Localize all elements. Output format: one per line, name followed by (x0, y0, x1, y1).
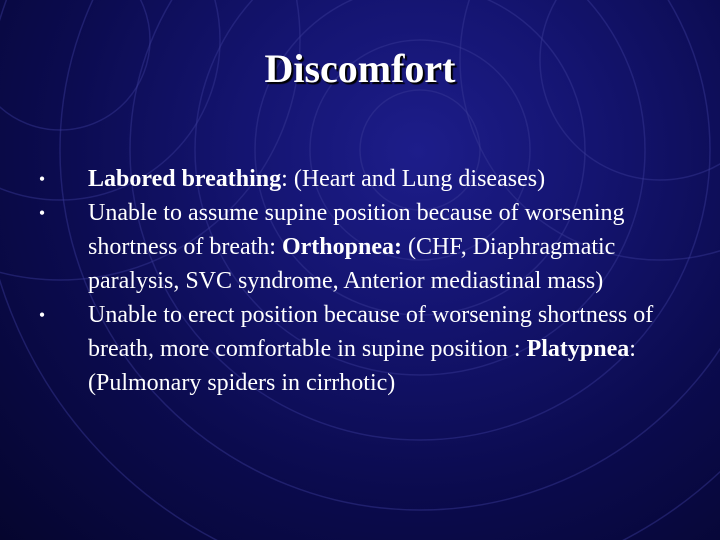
bullet-list (32, 162, 702, 400)
bullet-item-orthopnea (32, 196, 702, 298)
bullet-text: : (Pulmonary spiders in cirrhotic) (88, 336, 636, 396)
bullet-text: : (Heart and Lung diseases) (281, 166, 546, 192)
bullet-item-labored-breathing (32, 162, 702, 196)
bullet-icon: • (38, 305, 46, 325)
bullet-text: Unable to erect position because of worsening shortness of breath, more comfortable in supine position : (88, 302, 654, 362)
bullet-item-platypnea (32, 298, 702, 400)
bullet-text: Unable to assume supine position because of worsening shortness of breath: (88, 200, 625, 260)
bullet-term: Labored breathing (88, 166, 282, 192)
bullet-icon: • (38, 203, 46, 223)
bullet-term: Platypnea (526, 336, 630, 362)
bullet-text: (CHF, Diaphragmatic paralysis, SVC syndrome, Anterior mediastinal mass) (88, 234, 616, 294)
slide-title: Discomfort (264, 46, 456, 91)
bullet-term: Orthopnea: (281, 234, 402, 260)
bullet-icon: • (38, 169, 46, 189)
